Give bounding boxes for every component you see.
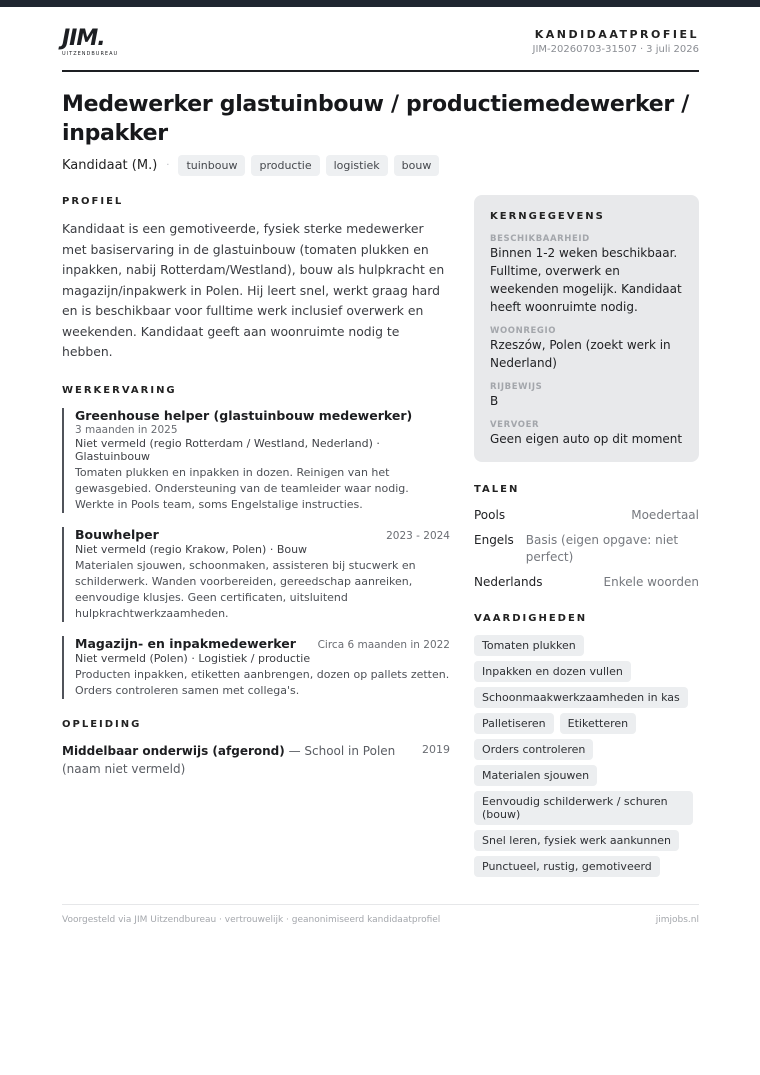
skill-chip: Punctueel, rustig, gemotiveerd (474, 856, 660, 877)
education-school: School in Polen (naam niet vermeld) (62, 743, 396, 776)
key-data-box (474, 195, 699, 462)
job-description: Materialen sjouwen, schoonmaken, assisteren bij stucwerk en schilderwerk. Wanden voorbereiden, gereedschap aanreiken, eenvoudige klusjes. Geen certificaten, uitsluitend hulpkrachtwerkzaamheden. (75, 558, 416, 620)
job-entry (62, 527, 450, 622)
license-label: RIJBEWIJS (490, 382, 543, 392)
top-bar (0, 0, 760, 7)
section-title: OPLEIDING (62, 718, 142, 730)
education-dash: — (284, 743, 305, 758)
sidebar-column (474, 195, 699, 877)
document-type: KANDIDAATPROFIEL (534, 28, 699, 41)
skill-chip: Tomaten plukken (474, 635, 584, 656)
job-date: 3 maanden in 2025 (75, 423, 178, 436)
section-title: PROFIEL (62, 196, 124, 207)
education-entry (62, 742, 450, 778)
job-description: Tomaten plukken en inpakken in dozen. Reinigen van het gewasgebied. Ondersteuning van de teamleider waar nodig. Werkte in Pools team, soms Engelstalige instructies. (75, 465, 409, 511)
language-level: Moedertaal (631, 508, 699, 522)
language-row (474, 574, 699, 591)
region-value: Rzeszów, Polen (zoekt werk in Nederland) (490, 338, 671, 370)
language-name: Engels (474, 533, 514, 547)
job-title: Magazijn- en inpakmedewerker (75, 635, 296, 651)
tag: tuinbouw (178, 155, 245, 176)
language-level: Enkele woorden (603, 575, 699, 589)
skill-chip: Palletiseren (474, 713, 554, 734)
document-header (62, 24, 699, 72)
skill-chip: Snel leren, fysiek werk aankunnen (474, 830, 679, 851)
tag: bouw (394, 155, 440, 176)
profile-section (62, 196, 450, 363)
section-title: KERNGEGEVENS (490, 211, 605, 222)
education-year: 2019 (422, 742, 450, 756)
section-title: TALEN (474, 484, 520, 495)
region-label: WOONREGIO (490, 326, 557, 336)
skill-chip: Eenvoudig schilderwerk / schuren (bouw) (474, 791, 693, 825)
availability-label: BESCHIKBAARHEID (490, 234, 590, 244)
work-experience-section (62, 385, 450, 699)
job-description: Producten inpakken, etiketten aanbrengen, dozen op pallets zetten. Orders controleren samen met collega's. (75, 667, 450, 697)
job-location: Niet vermeld (Polen) · Logistiek / productie (75, 651, 311, 665)
skills-section (474, 613, 699, 877)
education-section (62, 719, 450, 778)
languages-section (474, 484, 699, 591)
tag: productie (251, 155, 319, 176)
job-entry (62, 408, 450, 513)
logo-mark: JIM. (62, 26, 105, 51)
skill-chip: Schoonmaakwerkzaamheden in kas (474, 687, 688, 708)
license-value: B (490, 394, 499, 408)
document-date: 3 juli 2026 (646, 44, 699, 55)
candidate-name: Kandidaat (M.) (62, 157, 158, 173)
main-column (62, 196, 450, 778)
document-meta: JIM-20260703-31507 · 3 juli 2026 (532, 44, 699, 55)
language-row (474, 532, 699, 566)
footer-website: jimjobs.nl (655, 915, 699, 925)
language-level: Basis (eigen opgave: niet perfect) (525, 533, 679, 564)
availability-value: Binnen 1-2 weken beschikbaar. Fulltime, overwerk en weekenden mogelijk. Kandidaat heeft woonruimte nodig. (490, 246, 682, 314)
candidate-line (62, 154, 445, 176)
language-name: Nederlands (474, 575, 543, 589)
document-footer (62, 904, 699, 925)
skill-chip: Etiketteren (560, 713, 636, 734)
job-location: Niet vermeld (regio Rotterdam / Westland, Nederland) · Glastuinbouw (75, 436, 380, 463)
skills-list (474, 630, 699, 877)
job-date: 2023 - 2024 (386, 529, 450, 542)
job-entry (62, 636, 450, 699)
section-title: WERKERVARING (62, 384, 177, 396)
jim-logo (62, 28, 124, 58)
job-title: Greenhouse helper (glastuinbouw medewerker) (75, 407, 413, 423)
skill-chip: Inpakken en dozen vullen (474, 661, 631, 682)
separator-dot: · (166, 159, 170, 171)
section-title: VAARDIGHEDEN (474, 613, 588, 624)
skill-chip: Orders controleren (474, 739, 593, 760)
language-row (474, 507, 699, 524)
profile-text: Kandidaat is een gemotiveerde, fysiek sterke medewerker met basiservaring in de glastuinbouw (tomaten plukken en inpakken, nabij Rotterdam/Westland), bouw als hulpkracht en magazijn/inpakwerk in Polen. Hij leert snel, werkt graag hard en is beschikbaar voor fulltime werk inclusief overwerk en weekenden. Kandidaat geeft aan woonruimte nodig te hebben. (62, 221, 445, 359)
transport-value: Geen eigen auto op dit moment (490, 432, 683, 446)
education-degree: Middelbaar onderwijs (afgerond) (62, 743, 285, 758)
job-title: Bouwhelper (75, 526, 159, 542)
skill-chip: Materialen sjouwen (474, 765, 597, 786)
job-title-heading: Medewerker glastuinbouw / productiemedewerker / inpakker (62, 92, 690, 146)
job-location: Niet vermeld (regio Krakow, Polen) · Bouw (75, 542, 308, 556)
job-date: Circa 6 maanden in 2022 (317, 638, 450, 651)
footer-note: Voorgesteld via JIM Uitzendbureau · vertrouwelijk · geanonimiseerd kandidaatprofiel (62, 915, 441, 925)
document-id: JIM-20260703-31507 (532, 44, 637, 55)
language-name: Pools (474, 508, 506, 522)
tag: logistiek (326, 155, 388, 176)
logo-subtext: UITZENDBUREAU (62, 51, 119, 57)
transport-label: VERVOER (490, 420, 540, 430)
